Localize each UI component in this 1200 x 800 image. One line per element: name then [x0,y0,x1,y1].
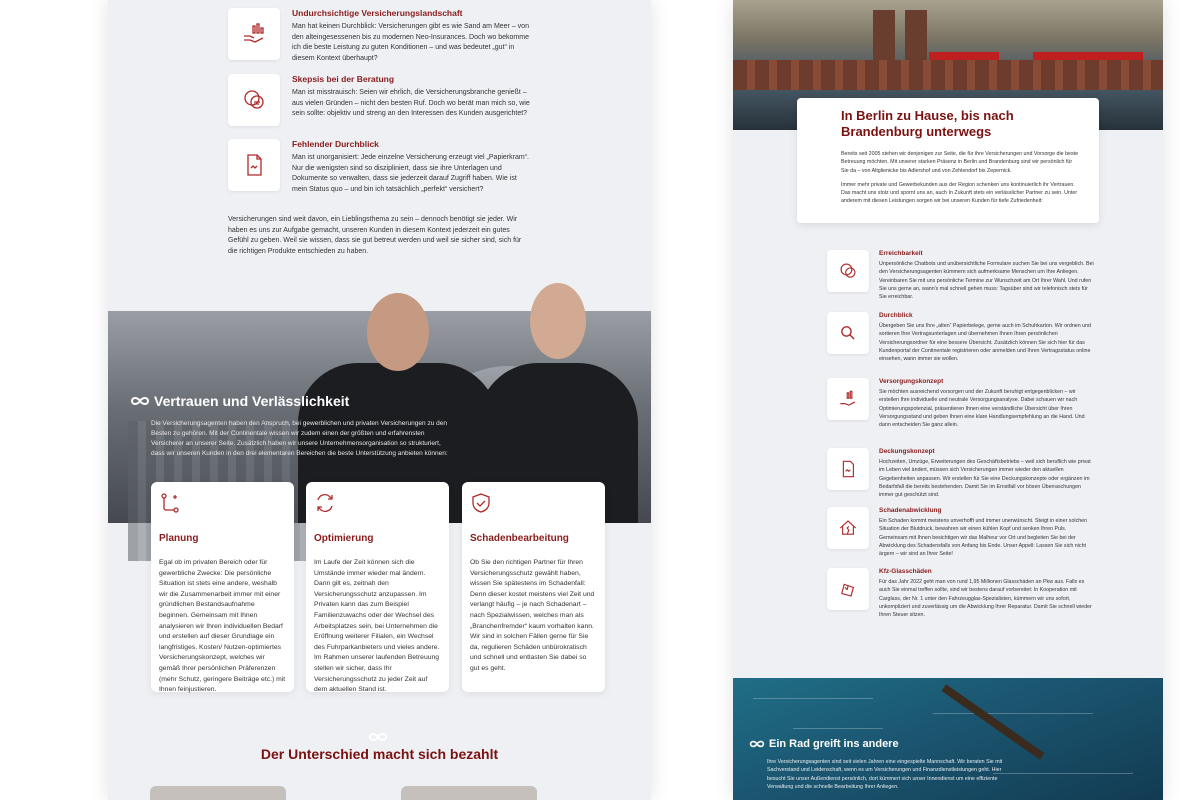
feature-title: Durchblick [879,312,913,319]
route-icon [159,492,181,514]
rowing-sea-photo [733,678,1163,800]
trust-title-text: Vertrauen und Verlässlichkeit [154,393,350,409]
feature-text: Unpersönliche Chatbots und unübersichtliche Formulare suchen Sie bei uns vergeblich. Bei den Versicherungsagenten kümmern sich aufmerksame Menschen um Ihre Anliegen. Vereinbaren Sie mit uns persönliche Termine zur Wunschzeit am Ort Ihrer Wahl. Und rufen Sie uns gerne an, wann's mal schnell gehen muss: Tagsüber sind wir telefonisch stets für Sie erreichbar. [879,261,1094,301]
sea-title-text: Ein Rad greift ins andere [769,738,899,750]
team-thumbnail [401,786,537,800]
problem-text: Man hat keinen Durchblick: Versicherungen gibt es wie Sand am Meer – von den alteingesessenen bis zu modernen Neo-Insurances. Doch wo bekomme ich die beste Leistung zu guten Konditionen – und was bedeutet „gut“ in diesem Kontext überhaupt? [292,23,529,62]
shield-check-icon [470,492,492,514]
right-page-screenshot [733,0,1163,800]
card-title: Optimierung [314,533,374,544]
difference-heading: Der Unterschied macht sich bezahlt [260,746,499,762]
berlin-heading: In Berlin zu Hause, bis nach Brandenburg unterwegs [841,108,1014,139]
hand-money-icon [228,8,280,60]
search-icon [827,312,869,354]
trust-heading [130,393,349,409]
document-icon [827,448,869,490]
feature-text: Hochzeiten, Umzüge, Erweiterungen des Geschäftsbetriebs – weil sich beruflich wie privat im Leben viel ändert, müssen sich Versicherungen immer wieder den aktuellen Gegebenheiten anpassen. Wir erstellen für Sie eine Deckungskonzepte oder ergänzen im Bedarfsfall die bereits bestehenden. Damit Sie im Ernstfall vor bösen Überraschungen immer gut geschützt sind. [879,459,1091,499]
trust-text: Die Versicherungsagenten haben den Anspruch, bei gewerblichen und privaten Versicherungen zu den Besten zu gehören. Mit der Continentale wissen wir zudem einen der größten und erfahrensten Versicherer an unserer Seite. Zusätzlich haben wir unsere Unternehmensorganisation so strukturiert, dass wir unseren Kunden in den drei elementaren Bereichen die beste Unterstützung anbieten können: [151,420,448,457]
berlin-paragraph: Bereits seit 2005 stehen wir denjenigen zur Seite, die für ihre Versicherungen und Vorsorge die beste Betreuung möchten. Mit unserer starken Präsenz in Berlin und Brandenburg sind wir persönlich für Sie da – von Altglienicke bis Adlershof und von Zehlendorf bis Zepernick. [841,151,1079,174]
document-icon [228,139,280,191]
card-title: Planung [159,533,199,544]
feature-text: Übergeben Sie uns Ihre „alten“ Papierbelege, gerne auch im Schuhkarton. Wir ordnen und sortieren Ihre Vertragsunterlagen und übernehmen Ihnen Ihren persönlichen Versicherungsordner für eine bessere Übersicht. Zusätzlich können Sie sich hier für das Kundenportal der Continentale registrieren oder anmelden und Ihren Vertragsstatus online einsehen, wann immer sie wollen. [879,323,1092,363]
feature-text: Ein Schaden kommt meistens unverhofft und immer unerwünscht. Steigt in einer solchen Situation der Blutdruck, bewahren wir einen kühlen Kopf und senken Ihren Puls. Gemeinsam mit Ihnen besichtigen wir das Malheur vor Ort und begleiten Sie bei der Abwicklung des Schadensfalls von Anfang bis Ende. Unser Appell: Lassen Sie sich nicht ärgern – wir sind an Ihrer Seite! [879,518,1088,558]
card-text: Ob Sie den richtigen Partner für Ihren Versicherungsschutz gewählt haben, wissen Sie spätestens im Schadenfall: Denn dieser kostet meistens viel Zeit und verlangt häufig – je nach Schadenart – nach Spezialwissen, welches man als „Branchenfremder“ kaum vorhalten kann. Wir sind in solchen Fällen gerne für Sie da, regulieren Schäden unbürokratisch und schnell und entlasten Sie dabei so gut es geht. [470,559,595,672]
hand-money-icon [827,378,869,420]
service-card-planung [151,482,294,692]
infinity-icon [749,740,765,748]
card-text: Egal ob im privaten Bereich oder für gewerbliche Zwecke: Die persönliche Situation ist stets eine andere, weshalb wir die Zusammenarbeit immer mit einer gründlichen Bestandsaufnahme beginnen. Gemeinsam mit Ihnen analysieren wir Ihren individuellen Bedarf und erstellen auf dieser Grundlage ein langfristiges, Kosten/ Nutzen-optimiertes Versicherungskonzept, welches wir gemäß Ihrer persönlichen Präferenzen (mehr Schutz, geringere Beiträge etc.) mit Ihnen feinjustieren. [159,559,286,694]
chat-icon [228,74,280,126]
feature-title: Versorgungskonzept [879,378,944,385]
left-page-screenshot [108,0,651,800]
intro-paragraph: Versicherungen sind weit davon, ein Lieblingsthema zu sein – dennoch benötigt sie jeder. Wir haben es uns zur Aufgabe gemacht, unseren Kunden in diesem Kontext jederzeit ein gutes Gefühl zu geben. Weil sie wissen, dass sie gut betreut werden und weil sie sicher sind, sich für die richtigen Produkte entschieden zu haben. [228,216,522,255]
card-title: Schadenbearbeitung [470,533,569,544]
feature-text: Für das Jahr 2022 geht man von rund 1,95 Millionen Glasschäden an Pkw aus. Falls es auch Sie einmal treffen sollte, sind wir bestens darauf vorbereitet: In Kooperation mit Carglass, der Nr. 1 unter den Fahrzeugglas-Spezialisten, kümmern wir uns sofort, unkompliziert und zuverlässig um die Abwicklung Ihrer Reparatur. Damit Sie schnell wieder Ihren Steuer sitzen. [879,579,1092,619]
infinity-icon [130,396,150,406]
feature-title: Schadenabwicklung [879,507,942,514]
car-glass-icon [827,568,869,610]
service-card-schadenbearbeitung [462,482,605,692]
problem-title: Fehlender Durchblick [292,139,379,149]
sea-heading [749,738,899,750]
problem-text: Man ist misstrauisch: Seien wir ehrlich, die Versicherungsbranche genießt – aus vielen Gründen – nicht den besten Ruf. Doch wo berät man mich so, wie sein sollte: objektiv und streng an den Interessen des Kunden ausgerichtet? [292,89,530,117]
cycle-arrows-icon [314,492,336,514]
sea-text: Ihre Versicherungsagenten sind seit vielen Jahren eine eingespielte Mannschaft. Wir beraten Sie mit Sachverstand und Leidenschaft, wenn es um Versicherungen und Finanzdienstleistungen geht. Hier besucht Sie unser Außendienst persönlich, dort kümmert sich unser Innendienst um eine effiziente Verwaltung und die schnelle Bearbeitung Ihrer Anliegen. [767,759,1003,790]
service-card-optimierung [306,482,449,692]
team-thumbnail [150,786,286,800]
rowing-boat [942,684,1045,759]
chat-icon [827,250,869,292]
problem-title: Skepsis bei der Beratung [292,74,395,84]
problem-title: Undurchsichtige Versicherungslandschaft [292,8,463,18]
card-text: Im Laufe der Zeit können sich die Umstände immer wieder mal ändern. Dann gilt es, zeitnah den Versicherungsschutz anzupassen. Im Privaten kann das zum Beispiel Familienzuwachs oder der Wechsel des Arbeitsplatzes sein, bei Unternehmen die Eröffnung weiterer Filialen, ein Wechsel des Fuhrparkanbieters und vieles andere. Im Rahmen unserer laufenden Betreuung stellen wir sicher, dass Ihr Versicherungsschutz zu jeder Zeit auf dem aktuellen Stand ist. [314,559,440,694]
feature-text: Sie möchten ausreichend vorsorgen und der Zukunft beruhigt entgegenblicken – wir erstellen Ihre individuelle und neutrale Versorgungsanalyse. Dabei schauen wir nach Optimierungspotenzial, präsentieren Ihnen eine verständliche Übersicht über Ihren Versorgungsstand und geben Ihnen eine klare Handlungsempfehlung an die Hand. Und dann entscheiden Sie ganz allein. [879,389,1085,429]
problem-text: Man ist unorganisiert: Jede einzelne Versicherung erzeugt viel „Papierkram“. Nur die wenigsten sind so diszipliniert, dass sie ihre Unterlagen und Dokumente so verwalten, dass sie jederzeit darauf Zugriff haben. Wie ist mein Status quo – und bin ich tatsächlich „perfekt“ versichert? [292,154,529,193]
feature-title: Kfz-Glasschäden [879,568,932,575]
feature-title: Erreichbarkeit [879,250,923,257]
house-damage-icon [827,507,869,549]
infinity-icon [367,732,389,742]
feature-title: Deckungskonzept [879,448,935,455]
berlin-info-card [797,98,1099,223]
berlin-paragraph: Immer mehr private und Gewerbekunden aus der Region schenken uns kontinuierlich ihr Vertrauen. Das macht uns stolz und spornt uns an, auch In Zukunft stets ein verlässlicher Partner zu sein. Unter anderem mit diesen Leistungen sorgen wir bei unseren Kunden für tiefe Zufriedenheit: [841,181,1078,205]
